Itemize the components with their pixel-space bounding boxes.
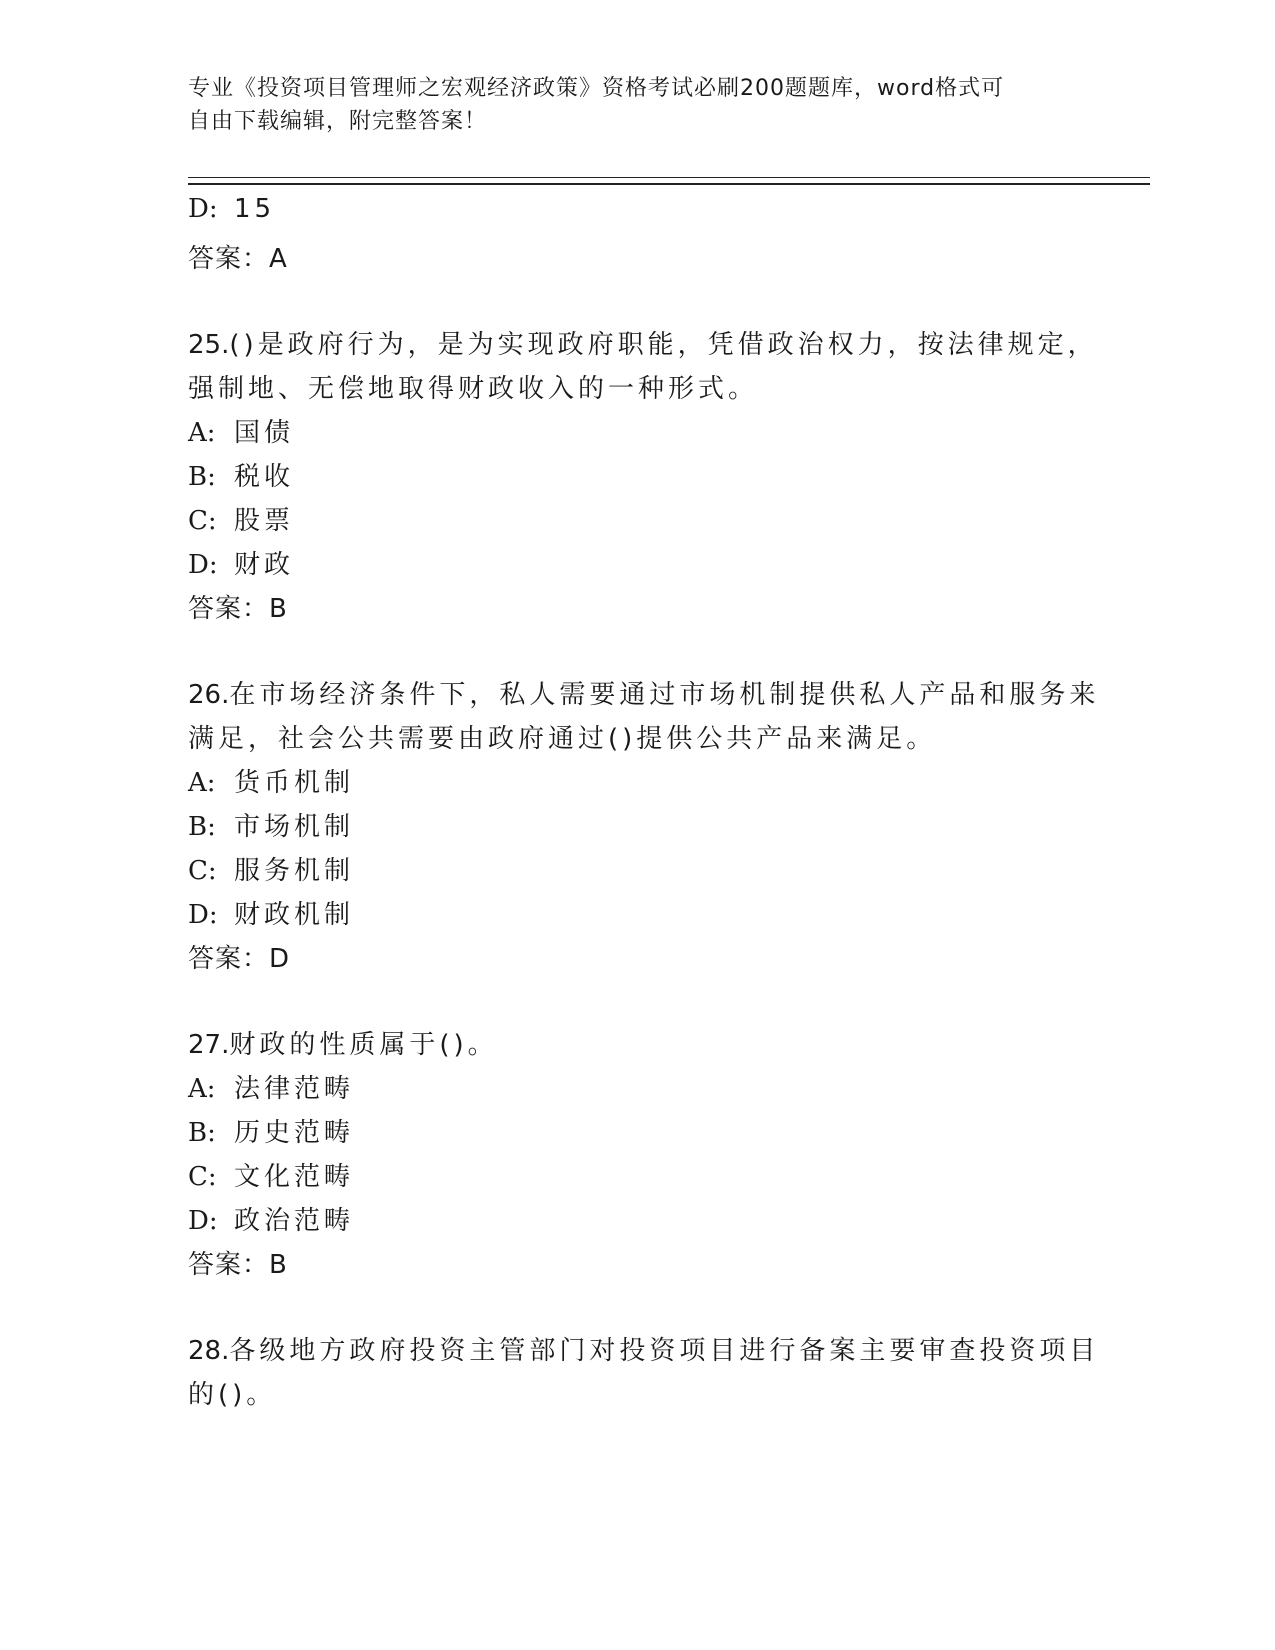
question-27-option-b bbox=[188, 1112, 354, 1149]
option-text: 市场机制 bbox=[234, 812, 355, 842]
question-26-stem-line-2: 满足，社会公共需要由政府通过()提供公共产品来满足。 bbox=[188, 724, 937, 754]
header-line-1: 专业《投资项目管理师之宏观经济政策》资格考试必刷200题题库，word格式可 bbox=[188, 76, 1005, 101]
option-text: 国债 bbox=[234, 418, 295, 448]
question-text: 在市场经济条件下，私人需要通过市场机制提供私人产品和服务来 bbox=[229, 680, 1100, 710]
option-text: 货币机制 bbox=[234, 768, 355, 798]
option-letter: C: bbox=[188, 856, 217, 886]
question-25-answer: 答案：B bbox=[188, 594, 288, 624]
option-text: 法律范畴 bbox=[234, 1074, 355, 1104]
prev-option-d bbox=[188, 194, 275, 224]
option-letter: A: bbox=[188, 768, 216, 798]
option-text: 15 bbox=[234, 194, 276, 224]
option-letter: B: bbox=[188, 812, 216, 842]
question-25-stem-line-2: 强制地、无偿地取得财政收入的一种形式。 bbox=[188, 374, 759, 404]
header-line-2: 自由下载编辑，附完整答案！ bbox=[188, 109, 488, 134]
question-28-stem-line-2: 的()。 bbox=[188, 1380, 277, 1410]
question-25-stem-line-1 bbox=[188, 324, 1098, 361]
question-27-option-c bbox=[188, 1156, 354, 1193]
question-26-option-a bbox=[188, 762, 354, 799]
question-text: ()是政府行为，是为实现政府职能，凭借政治权力，按法律规定， bbox=[229, 330, 1098, 360]
option-text: 服务机制 bbox=[234, 856, 355, 886]
document-header bbox=[188, 72, 1068, 138]
option-letter: C: bbox=[188, 1162, 217, 1192]
question-26-answer: 答案：D bbox=[188, 944, 291, 974]
question-26-option-b bbox=[188, 806, 354, 843]
option-letter: A: bbox=[188, 1074, 216, 1104]
option-letter: D: bbox=[188, 1206, 218, 1236]
option-text: 股票 bbox=[234, 506, 295, 536]
option-text: 财政 bbox=[234, 550, 295, 580]
question-number: 25. bbox=[188, 330, 230, 360]
option-letter: A: bbox=[188, 418, 216, 448]
option-letter: D: bbox=[188, 550, 218, 580]
question-27-option-a bbox=[188, 1068, 354, 1105]
header-divider-thick bbox=[188, 183, 1150, 185]
question-number: 26. bbox=[188, 680, 230, 710]
question-number: 27. bbox=[188, 1030, 230, 1060]
option-letter: B: bbox=[188, 462, 216, 492]
question-number: 28. bbox=[188, 1336, 230, 1366]
option-text: 财政机制 bbox=[234, 900, 355, 930]
question-26-stem-line-1 bbox=[188, 674, 1099, 711]
question-25-option-a bbox=[188, 412, 294, 449]
question-25-option-b bbox=[188, 456, 294, 493]
option-text: 税收 bbox=[234, 462, 295, 492]
question-28-stem-line-1 bbox=[188, 1330, 1099, 1367]
option-letter: D: bbox=[188, 900, 218, 930]
header-divider-thin bbox=[188, 177, 1150, 178]
option-letter: D: bbox=[188, 194, 218, 224]
question-text: 各级地方政府投资主管部门对投资项目进行备案主要审查投资项目 bbox=[229, 1336, 1100, 1366]
option-text: 政治范畴 bbox=[234, 1206, 355, 1236]
prev-answer: 答案：A bbox=[188, 244, 288, 274]
question-text: 财政的性质属于()。 bbox=[229, 1030, 498, 1060]
option-text: 文化范畴 bbox=[234, 1162, 355, 1192]
question-25-option-d bbox=[188, 544, 294, 581]
option-letter: B: bbox=[188, 1118, 216, 1148]
option-text: 历史范畴 bbox=[234, 1118, 355, 1148]
question-27-answer: 答案：B bbox=[188, 1250, 288, 1280]
question-25-option-c bbox=[188, 500, 294, 537]
question-27-option-d bbox=[188, 1200, 354, 1237]
question-26-option-d bbox=[188, 894, 354, 931]
question-27-stem-line-1 bbox=[188, 1024, 498, 1061]
question-26-option-c bbox=[188, 850, 354, 887]
option-letter: C: bbox=[188, 506, 217, 536]
